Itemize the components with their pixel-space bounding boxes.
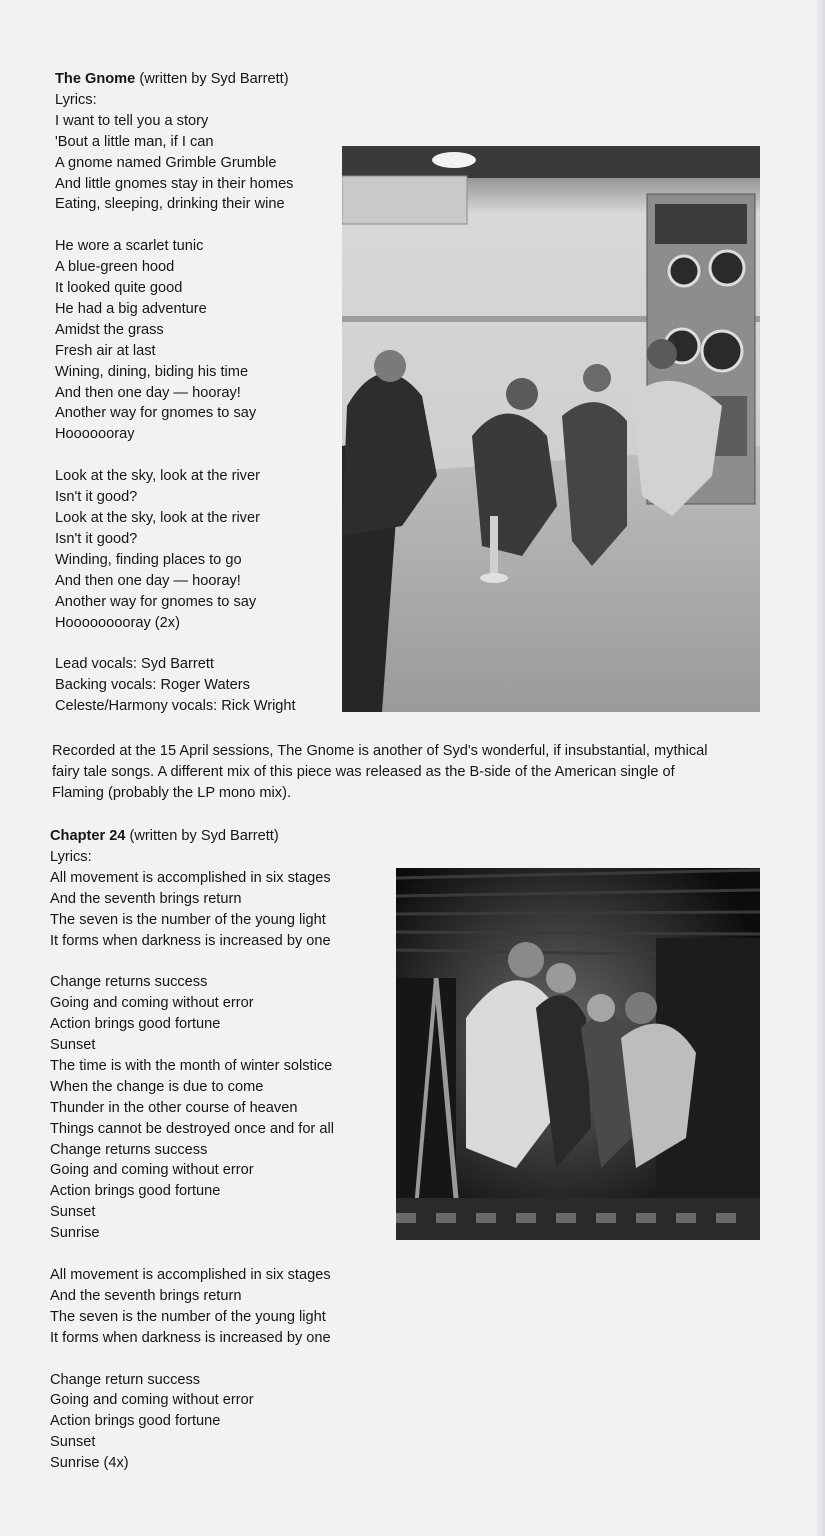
text-line: Thunder in the other course of heaven (50, 1099, 298, 1116)
gnome-credits (55, 654, 296, 717)
text-line: Recorded at the 15 April sessions, The Gnome is another of Syd's wonderful, if insubstantial, mythical (52, 743, 708, 759)
text-line: Another way for gnomes to say (55, 593, 257, 610)
text-line: Isn't it good? (55, 489, 138, 506)
gnome-lyrics-label: Lyrics: (55, 91, 97, 108)
text-line: Eating, sleeping, drinking their wine (55, 196, 285, 213)
text-line: And then one day — hooray! (55, 384, 241, 401)
text-line: Celeste/Harmony vocals: Rick Wright (55, 698, 296, 715)
text-line: Things cannot be destroyed once and for all (50, 1120, 334, 1137)
chapter24-lyrics-label: Lyrics: (50, 848, 92, 865)
text-line: Action brings good fortune (50, 1413, 221, 1430)
text-line: Look at the sky, look at the river (55, 468, 260, 485)
gnome-verse-2 (55, 236, 296, 445)
text-line: Change returns success (50, 1141, 208, 1158)
chapter24-heading (50, 826, 334, 847)
text-line: Going and coming without error (50, 995, 254, 1012)
chapter24-title: Chapter 24 (50, 828, 126, 844)
text-line: A blue-green hood (55, 259, 175, 276)
text-line: Another way for gnomes to say (55, 405, 257, 422)
text-line: The time is with the month of winter solstice (50, 1057, 333, 1074)
gnome-verse-1 (55, 111, 296, 216)
chapter24-verse-3 (50, 1265, 334, 1349)
text-line: Going and coming without error (50, 1392, 254, 1409)
chapter24-verse-1 (50, 868, 334, 952)
text-line: Sunrise (4x) (50, 1455, 129, 1472)
gnome-title: The Gnome (55, 71, 136, 87)
text-line: fairy tale songs. A different mix of this piece was released as the B-side of the American single of (52, 763, 675, 780)
stanza-gap (55, 633, 296, 654)
gnome-verse-3 (55, 466, 296, 633)
text-line: He wore a scarlet tunic (55, 238, 204, 255)
text-line: A gnome named Grimble Grumble (55, 154, 277, 171)
text-line: Hooooooooray (2x) (55, 614, 180, 631)
text-line: And the seventh brings return (50, 1287, 242, 1304)
band-dark-photo (396, 868, 760, 1240)
text-line: It looked quite good (55, 280, 183, 297)
text-line: Hooooooray (55, 426, 135, 443)
stanza-gap (55, 215, 296, 236)
stanza-gap (50, 1244, 334, 1265)
text-line: Look at the sky, look at the river (55, 510, 260, 526)
stanza-gap (50, 951, 334, 972)
text-line: All movement is accomplished in six stages (50, 869, 331, 886)
text-line: He had a big adventure (55, 300, 207, 317)
text-line: I want to tell you a story (55, 112, 209, 129)
text-line: Sunrise (50, 1225, 100, 1242)
text-line: Flaming (probably the LP mono mix). (52, 784, 292, 801)
text-line: The seven is the number of the young light (50, 1308, 326, 1325)
gnome-lyrics-block (55, 69, 296, 717)
text-line: Backing vocals: Roger Waters (55, 677, 250, 694)
text-line: And then one day — hooray! (55, 572, 241, 589)
text-line: Change return success (50, 1371, 201, 1388)
gnome-credit: (written by Syd Barrett) (135, 71, 289, 87)
text-line: Action brings good fortune (50, 1016, 221, 1033)
text-line: Action brings good fortune (50, 1183, 221, 1200)
text-line: Lead vocals: Syd Barrett (55, 656, 214, 673)
text-line: Sunset (50, 1434, 96, 1451)
text-line: Amidst the grass (55, 321, 164, 338)
text-line: Wining, dining, biding his time (55, 363, 249, 380)
text-line: Isn't it good? (55, 530, 138, 547)
text-line: All movement is accomplished in six stages (50, 1267, 331, 1283)
text-line: When the change is due to come (50, 1078, 264, 1095)
chapter24-lyrics-block (50, 826, 334, 1474)
text-line: Winding, finding places to go (55, 551, 242, 568)
text-line: 'Bout a little man, if I can (55, 133, 214, 150)
text-line: And little gnomes stay in their homes (55, 175, 294, 192)
studio-band-photo (342, 146, 760, 712)
chapter24-verse-2 (50, 972, 334, 1244)
chapter24-credit: (written by Syd Barrett) (125, 828, 279, 844)
text-line: And the seventh brings return (50, 890, 242, 907)
text-line: Change returns success (50, 974, 208, 991)
chapter24-verse-4 (50, 1370, 334, 1475)
gnome-heading (55, 69, 296, 90)
text-line: Fresh air at last (55, 342, 156, 359)
stanza-gap (55, 445, 296, 466)
text-line: It forms when darkness is increased by one (50, 932, 331, 949)
text-line: It forms when darkness is increased by one (50, 1329, 331, 1346)
text-line: Going and coming without error (50, 1162, 254, 1179)
page-edge (817, 0, 825, 1536)
gnome-description (52, 741, 792, 804)
text-line: The seven is the number of the young light (50, 911, 326, 928)
text-line: Sunset (50, 1037, 96, 1054)
text-line: Sunset (50, 1204, 96, 1221)
stanza-gap (50, 1349, 334, 1370)
